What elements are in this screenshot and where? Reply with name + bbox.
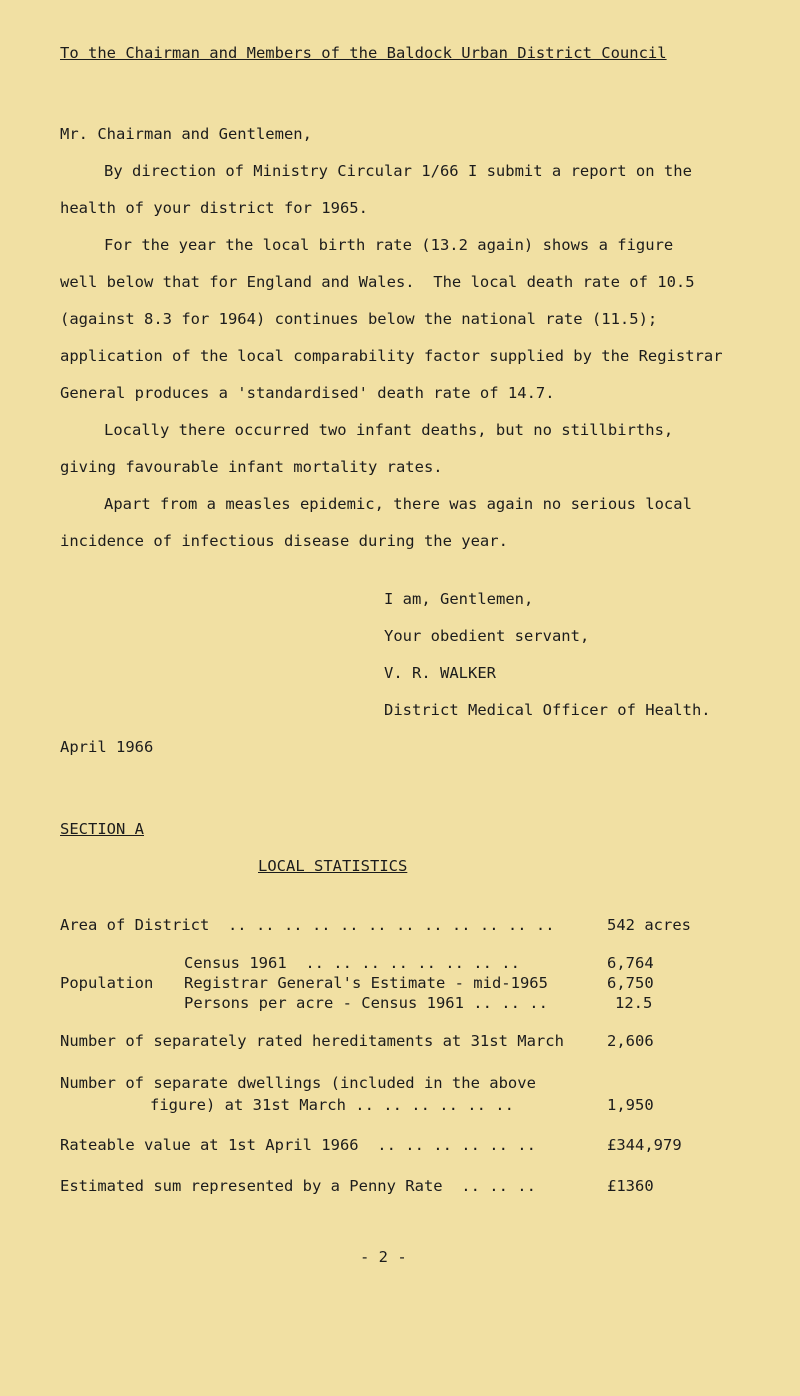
persons-value: 12.5 bbox=[615, 994, 653, 1012]
penny-rate-label: Estimated sum represented by a Penny Rate .. .. .. bbox=[60, 1177, 536, 1195]
letter-line: health of your district for 1965. bbox=[60, 199, 368, 217]
dwellings-label-cont: figure) at 31st March .. .. .. .. .. .. bbox=[150, 1096, 514, 1114]
letter-line: Locally there occurred two infant deaths, but no stillbirths, bbox=[104, 421, 674, 439]
closing: I am, Gentlemen, bbox=[384, 590, 534, 608]
letter-line: General produces a 'standardised' death rate of 14.7. bbox=[60, 384, 555, 402]
letter-line: incidence of infectious disease during the year. bbox=[60, 532, 508, 550]
page-number: - 2 - bbox=[360, 1248, 407, 1266]
letter-line: Apart from a measles epidemic, there was again no serious local bbox=[104, 495, 692, 513]
hereditaments-label: Number of separately rated hereditaments at 31st March bbox=[60, 1032, 564, 1050]
letter-line: (against 8.3 for 1964) continues below the national rate (11.5); bbox=[60, 310, 658, 328]
census-label: Census 1961 .. .. .. .. .. .. .. .. bbox=[184, 954, 520, 972]
salutation: Mr. Chairman and Gentlemen, bbox=[60, 125, 312, 143]
letter-line: For the year the local birth rate (13.2 again) shows a figure bbox=[104, 236, 674, 254]
population-label: Population bbox=[60, 974, 154, 992]
census-value: 6,764 bbox=[607, 954, 654, 972]
dwellings-label: Number of separate dwellings (included in the above bbox=[60, 1074, 536, 1092]
letter-line: application of the local comparability factor supplied by the Registrar bbox=[60, 347, 723, 365]
estimate-value: 6,750 bbox=[607, 974, 654, 992]
letter-line: By direction of Ministry Circular 1/66 I submit a report on the bbox=[104, 162, 692, 180]
area-label: Area of District .. .. .. .. .. .. .. .. .. .. .. .. bbox=[60, 916, 555, 934]
area-value: 542 acres bbox=[607, 916, 691, 934]
report-heading: To the Chairman and Members of the Baldock Urban District Council bbox=[60, 44, 667, 62]
signature: V. R. WALKER bbox=[384, 664, 496, 682]
estimate-label: Registrar General's Estimate - mid-1965 bbox=[184, 974, 548, 992]
dwellings-value: 1,950 bbox=[607, 1096, 654, 1114]
letter-line: giving favourable infant mortality rates. bbox=[60, 458, 443, 476]
penny-rate-value: £1360 bbox=[607, 1177, 654, 1195]
rateable-label: Rateable value at 1st April 1966 .. .. .. .. .. .. bbox=[60, 1136, 536, 1154]
closing-servant: Your obedient servant, bbox=[384, 627, 590, 645]
persons-label: Persons per acre - Census 1961 .. .. .. bbox=[184, 994, 548, 1012]
rateable-value: £344,979 bbox=[607, 1136, 682, 1154]
section-label: SECTION A bbox=[60, 820, 144, 838]
signatory-title: District Medical Officer of Health. bbox=[384, 701, 711, 719]
letter-line: well below that for England and Wales. The local death rate of 10.5 bbox=[60, 273, 695, 291]
hereditaments-value: 2,606 bbox=[607, 1032, 654, 1050]
letter-date: April 1966 bbox=[60, 738, 154, 756]
section-title: LOCAL STATISTICS bbox=[258, 857, 408, 875]
